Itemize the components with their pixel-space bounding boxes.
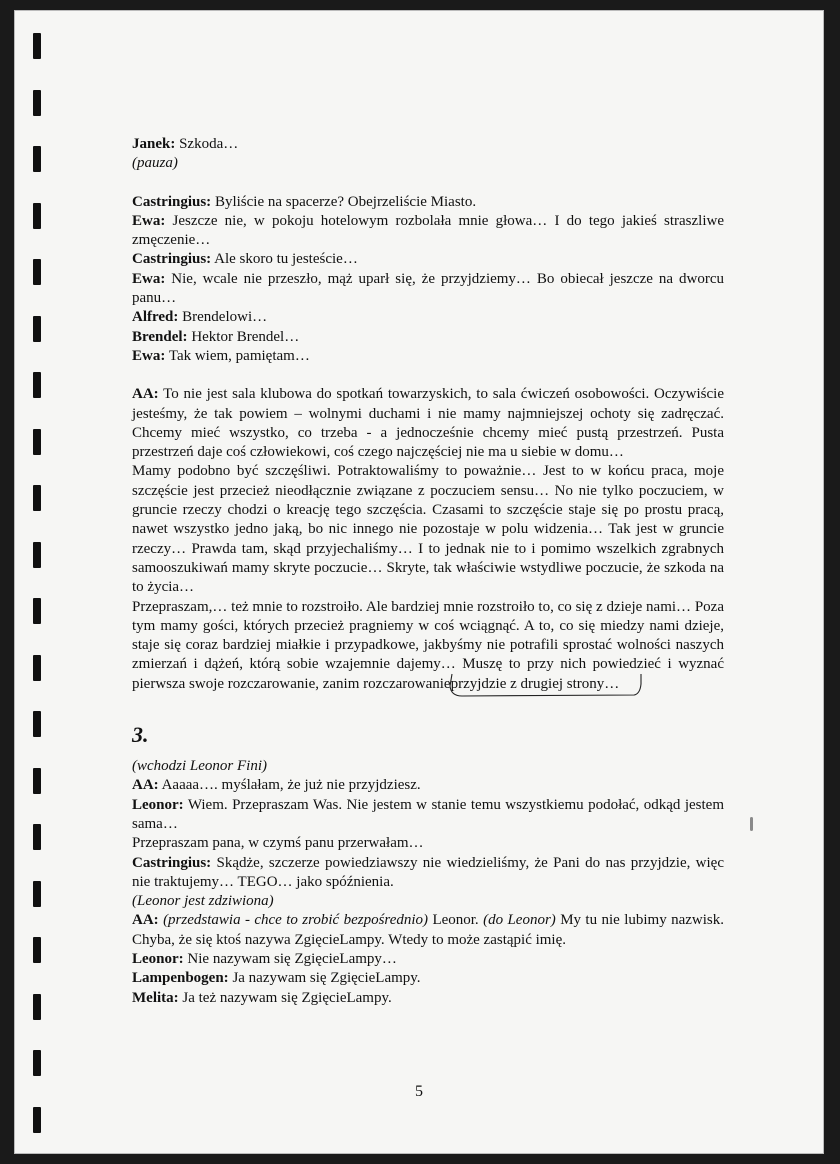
script-text [132, 135, 724, 1008]
dialogue-line [132, 193, 724, 212]
pen-bracket-icon [448, 672, 644, 702]
dialogue-line: Przepraszam pana, w czymś panu przerwałam… [132, 835, 424, 852]
binding-hole [33, 485, 41, 511]
line-text: To nie jest sala klubowa do spotkań towarzyskich, to sala ćwiczeń osobowości. Oczywiście jesteśmy, że tak powiem – wolnymi duchami i nie mamy najmniejszej ochoty się zadręczać. Chcemy mieć wszystko, co trzeba - a jednocześnie chcemy mieć pustą przestrzeń. Pusta przestrzeń daje coś człowiekowi, coś czego najczęściej nie ma u siebie w domu… [132, 386, 724, 461]
line-text: My tu nie lubimy nazwisk. Chyba, że się ktoś nazywa ZgięcieLampy. Wtedy to może zastąpić imię. [132, 912, 724, 948]
line-text: Ale skoro tu jesteście… [211, 251, 358, 268]
spacer [132, 174, 724, 193]
binding-hole [33, 203, 41, 229]
binding-hole [33, 316, 41, 342]
binding-hole [33, 711, 41, 737]
speaker: Leonor: [132, 950, 184, 967]
speaker: Melita: [132, 989, 179, 1006]
line-text: Tak wiem, pamiętam… [165, 347, 310, 364]
dialogue-line [132, 270, 724, 309]
speaker: AA: [132, 912, 159, 929]
dialogue-line [132, 854, 724, 893]
speaker: Castringius: [132, 251, 212, 268]
line-text: Skądże, szczerze powiedziawszy nie wiedzieliśmy, że Pani do nas przyjdzie, więc nie traktujemy… TEGO… jako spóźnienia. [132, 854, 724, 890]
dialogue-line [132, 385, 724, 462]
speaker: Ewa: [132, 347, 166, 364]
binding-hole [33, 259, 41, 285]
dialogue-line [132, 212, 724, 251]
dialogue-line [132, 989, 724, 1008]
line-text: rozczarowanie [363, 675, 451, 692]
binding-holes [33, 33, 41, 1153]
line-text: Ja też nazywam się ZgięcieLampy. [178, 989, 392, 1006]
stage-direction: (wchodzi Leonor Fini) [132, 758, 267, 775]
line-text: Jeszcze nie, w pokoju hotelowym rozbolała mnie głowa… I do tego jakieś straszliwe zmęczenie… [132, 212, 724, 249]
monologue-paragraph [132, 598, 724, 694]
stage-direction: (pauza) [132, 155, 178, 172]
dialogue-line [132, 911, 724, 950]
line-text: Nie nazywam się ZgięcieLampy… [183, 950, 397, 967]
speaker: Janek: [132, 136, 176, 152]
line-text: Szkoda… [175, 136, 239, 152]
binding-hole [33, 372, 41, 398]
dialogue-line [132, 796, 724, 835]
binding-hole [33, 937, 41, 963]
binding-hole [33, 146, 41, 172]
speaker: AA: [132, 777, 159, 794]
line-text: Hektor Brendel… [187, 328, 300, 345]
line-text: Nie, wcale nie przeszło, mąż uparł się, że przyjdziemy… Bo obiecał jeszcze na dworcu panu… [132, 270, 724, 307]
line-text: Aaaaa…. myślałam, że już nie przyjdziesz. [158, 777, 421, 794]
speaker: AA: [132, 386, 159, 403]
binding-hole [33, 655, 41, 681]
binding-hole [33, 1050, 41, 1076]
binding-hole [33, 1107, 41, 1133]
spacer [132, 366, 724, 385]
scene-heading: 3. [132, 722, 149, 748]
dialogue-line [132, 135, 724, 154]
stage-direction: (Leonor jest zdziwiona) [132, 893, 274, 910]
dialogue-line [132, 347, 724, 366]
line-text: Byliście na spacerze? Obejrzeliście Miasto. [211, 193, 477, 210]
line-text: Wiem. Przepraszam Was. Nie jestem w stanie temu wszystkiemu podołać, odkąd jestem sama… [132, 796, 724, 832]
binding-hole [33, 598, 41, 624]
line-text: Leonor. [428, 912, 484, 929]
dialogue-line [132, 776, 724, 795]
dialogue-line [132, 969, 724, 988]
document-page [14, 10, 824, 1154]
inline-direction: (do Leonor) [483, 912, 556, 929]
binding-hole [33, 824, 41, 850]
dialogue-line [132, 328, 724, 347]
line-text: Ja nazywam się ZgięcieLampy. [228, 970, 421, 987]
binding-hole [33, 768, 41, 794]
binding-hole [33, 542, 41, 568]
inline-direction: (przedstawia - chce to zrobić bezpośrednio) [158, 912, 429, 929]
dialogue-line [132, 950, 724, 969]
dialogue-line [132, 250, 724, 269]
speaker: Lampenbogen: [132, 970, 229, 987]
binding-hole [33, 994, 41, 1020]
binding-hole [33, 429, 41, 455]
speaker: Ewa: [132, 212, 166, 229]
speaker: Brendel: [132, 328, 188, 345]
page-mark [750, 817, 753, 831]
line-text: Brendelowi… [178, 309, 268, 326]
line-text: Przepraszam,… też mnie to rozstroiło. Ale bardziej mnie rozstroiło to, co się z dzieje nami… Poza tym mamy gości, których przecież pragniemy w coś wciągnąć. A to, co się miedzy nami dzieje, staje się coraz bardziej miałkie i przypadkowe, jakbyśmy nie potrafili sprostać wolności naszych zmierzań i dążeń, którą sobie wzajemnie dajemy… Muszę to przy nich powiedzieć i wyznać pierwsza swoje rozczarowanie, zanim [132, 598, 724, 692]
speaker: Castringius: [132, 854, 212, 871]
speaker: Castringius: [132, 193, 212, 210]
binding-hole [33, 90, 41, 116]
speaker: Ewa: [132, 270, 166, 287]
dialogue-line [132, 308, 724, 327]
binding-hole [33, 881, 41, 907]
handwritten-bracket-mark [451, 676, 620, 692]
speaker: Leonor: [132, 796, 184, 813]
marked-text: przyjdzie z drugiej strony… [450, 675, 620, 692]
speaker: Alfred: [132, 309, 179, 326]
monologue-paragraph: Mamy podobno być szczęśliwi. Potraktowaliśmy to poważnie… Jest to w końcu praca, moje szczęście jest przecież nieodłącznie związane z poczuciem sensu… No nie tylko poczuciem, w gruncie rzeczy chodzi o kreację tego szczęścia. Czasami to szczęście staje się po prostu pracą, nawet wszystko jedno jaką, bo nic innego nie pozostaje w polu widzenia… Tak jest w gruncie rzeczy… Prawda tam, skąd przyjechaliśmy… I to jednak nie to i pomimo wszelkich zgrabnych samooszukiwań mamy skryte poczucie… Skryte, tak właściwie wstydliwe poczucie, że szkoda na to życia… [132, 463, 724, 596]
page-number: 5 [415, 1083, 423, 1100]
binding-hole [33, 33, 41, 59]
